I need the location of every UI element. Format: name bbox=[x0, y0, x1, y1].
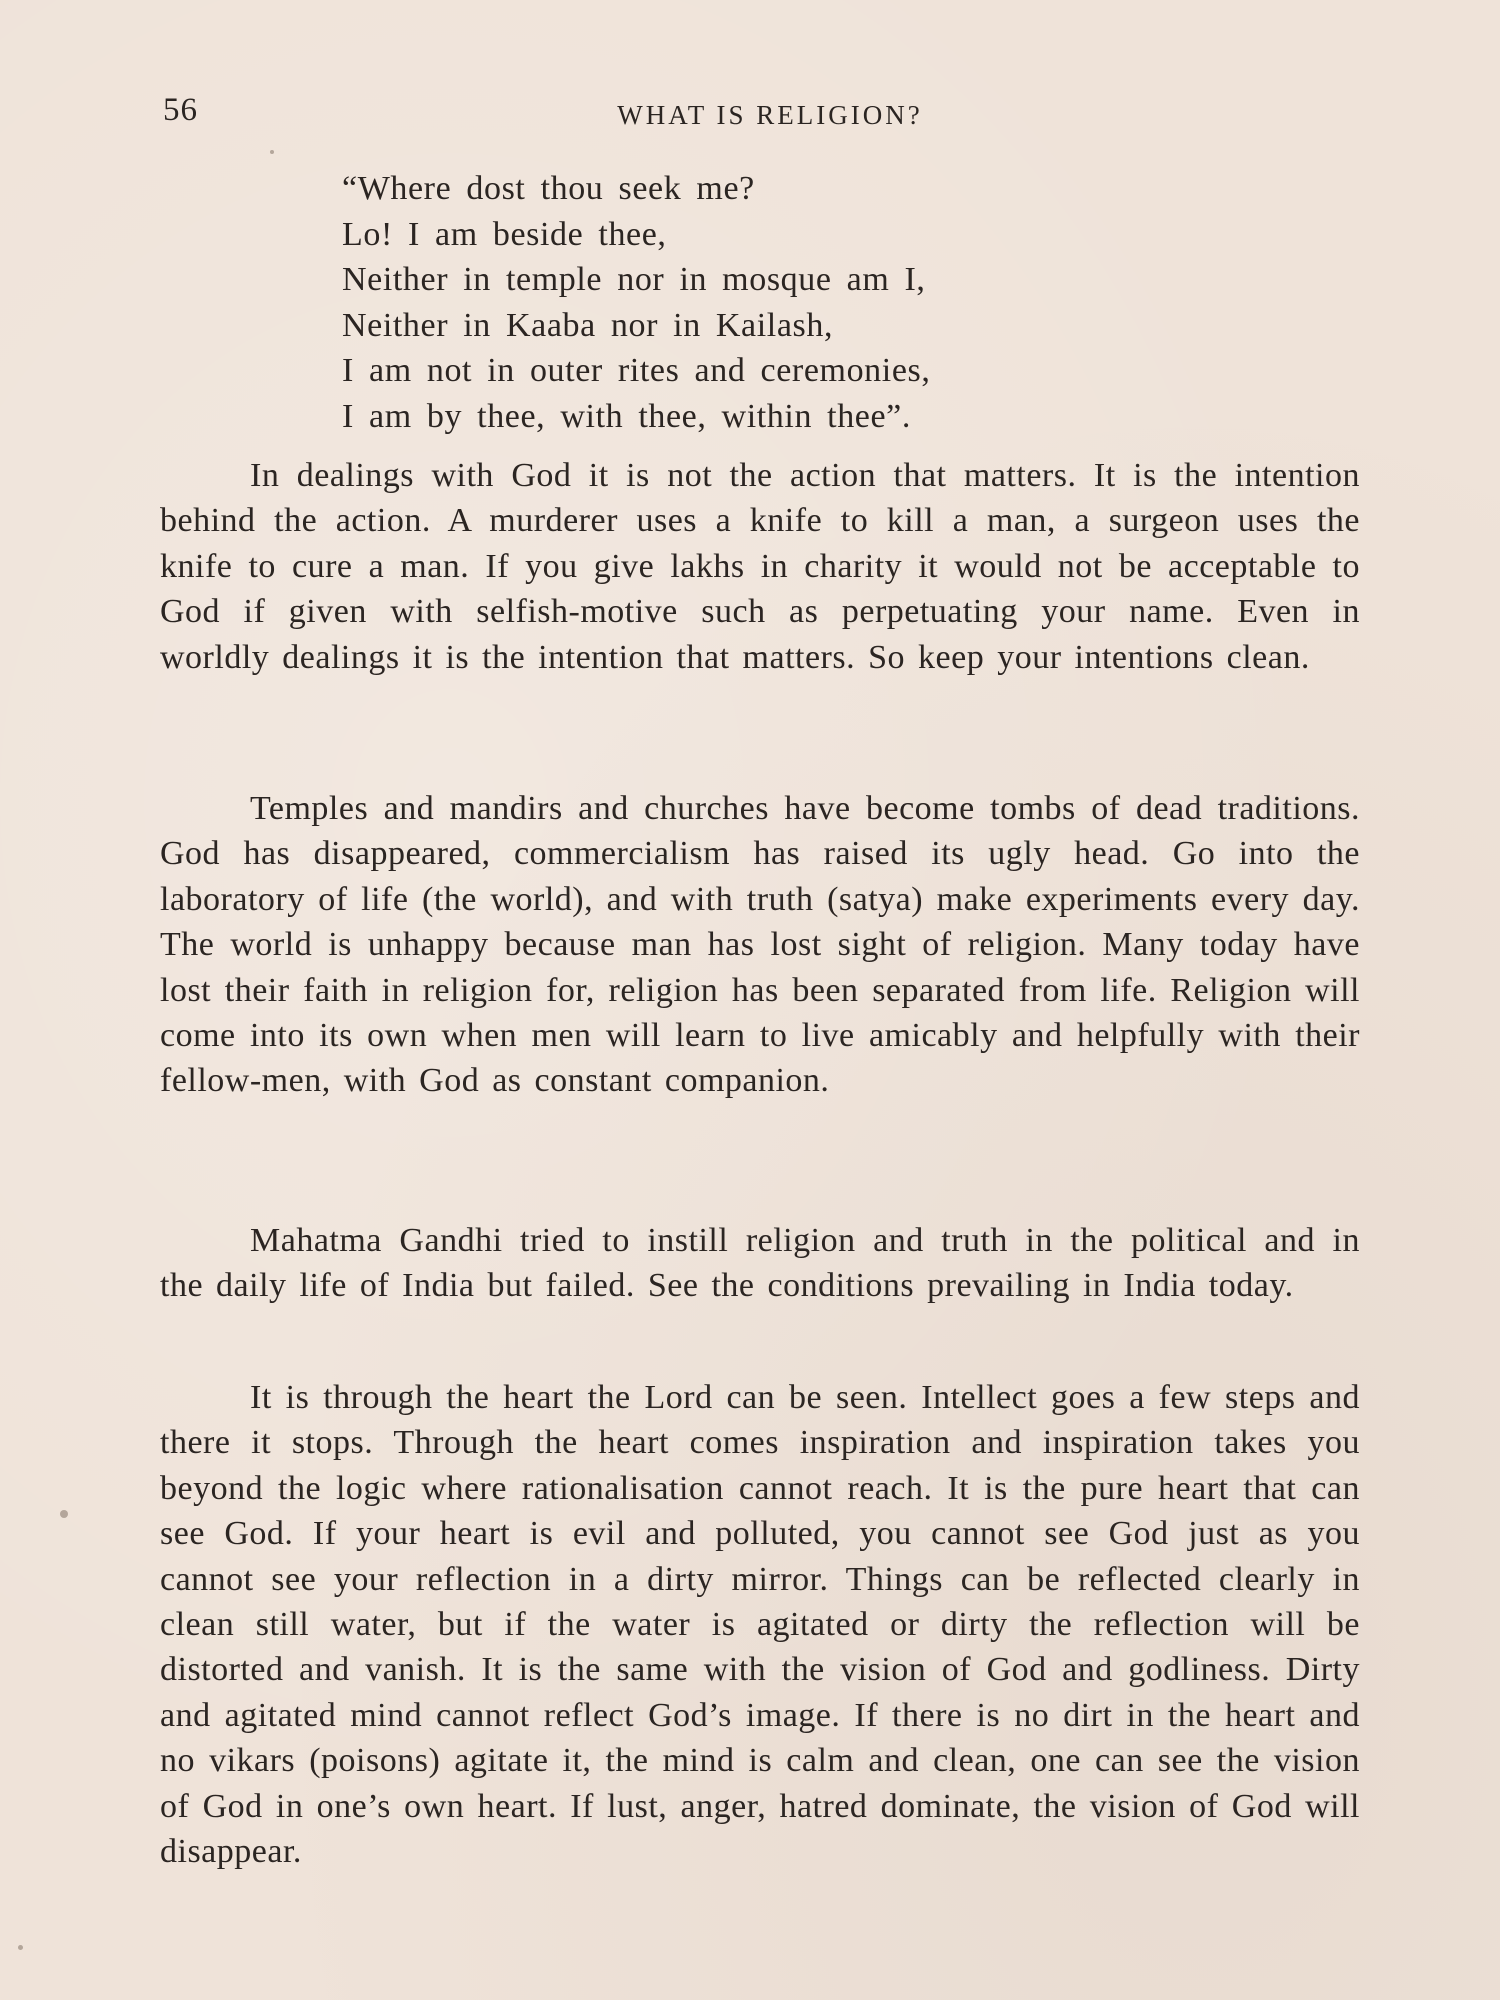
paragraph-heart: It is through the heart the Lord can be seen. Intellect goes a few steps and there it stops. Through the heart comes inspiration and inspiration takes you beyond the logic where rationalisation cannot reach. It is the pure heart that can see God. If your heart is evil and polluted, you cannot see God just as you cannot see your reflection in a dirty mirror. Things can be reflected clearly in clean still water, but if the water is agitated or dirty the reflection will be distorted and vanish. It is the same with the vision of God and godliness. Dirty and agitated mind cannot reflect God’s image. If there is no dirt in the heart and no vikars (poisons) agitate it, the mind is calm and clean, one can see the vision of God in one’s own heart. If lust, anger, hatred dominate, the vision of God will disappear. bbox=[160, 1379, 1360, 1871]
paper-speck bbox=[270, 150, 274, 154]
poem-line: I am by thee, with thee, within thee”. bbox=[342, 397, 911, 435]
poem-line: Neither in Kaaba nor in Kailash, bbox=[342, 306, 834, 344]
paragraph-gandhi: Mahatma Gandhi tried to instill religion and truth in the political and in the daily life of India but failed. See the conditions prevailing in India today. bbox=[160, 1222, 1360, 1305]
paragraph-intention: In dealings with God it is not the action that matters. It is the intention behind the action. A murderer uses a knife to kill a man, a surgeon uses the knife to cure a man. If you give lakhs in charity it would not be acceptable to God if given with selfish-motive such as perpetuating your name. Even in worldly dealings it is the intention that matters. So keep your intentions clean. bbox=[160, 457, 1360, 676]
paper-speck bbox=[18, 1945, 23, 1950]
poem-line: Neither in temple nor in mosque am I, bbox=[342, 261, 926, 298]
poem-block bbox=[342, 166, 930, 439]
paper-speck bbox=[60, 1510, 68, 1518]
running-head-title: WHAT IS RELIGION? bbox=[617, 100, 923, 130]
poem-line: Lo! I am beside thee, bbox=[342, 215, 667, 253]
paragraph-temples: Temples and mandirs and churches have become tombs of dead traditions. God has disappeared, commercialism has raised its ugly head. Go into the laboratory of life (the world), and with truth (satya) make experiments every day. The world is unhappy because man has lost sight of religion. Many today have lost their faith in religion for, religion has been separated from life. Religion will come into its own when men will learn to live amicably and helpfully with their fellow-men, with God as constant companion. bbox=[160, 790, 1360, 1100]
page-number: 56 bbox=[163, 92, 198, 128]
poem-line: I am not in outer rites and ceremonies, bbox=[342, 352, 931, 389]
poem-line: “Where dost thou seek me? bbox=[342, 170, 755, 207]
